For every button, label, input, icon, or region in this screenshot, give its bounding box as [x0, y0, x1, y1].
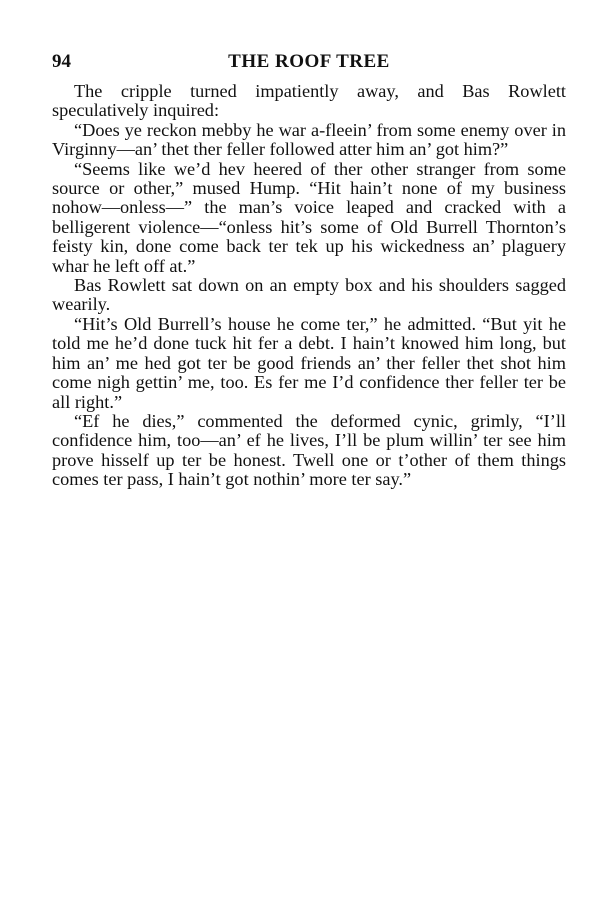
- page-number: 94: [52, 51, 71, 72]
- running-title: THE ROOF TREE: [228, 51, 390, 72]
- book-page: [52, 50, 566, 490]
- paragraph-6: “Ef he dies,” commented the deformed cynic, grimly, “I’ll confidence him, too—an’ ef he lives, I’ll be plum willin’ ter see him prove hisself up ter be honest. Twell one or t’other of them things comes ter pass, I hain’t got nothin’ more ter say.”: [52, 410, 566, 490]
- paragraph-3: “Seems like we’d hev heered of ther other stranger from some source or other,” mused Hump. “Hit hain’t none of my business nohow—onless—” the man’s voice leaped and cracked with a belligerent violence—“onless hit’s some of Old Burrell Thornton’s feisty kin, done come back ter tek up his wickedness an’ plaguery whar he left off at.”: [52, 158, 566, 276]
- paragraph-4: Bas Rowlett sat down on an empty box and his shoulders sagged wearily.: [52, 275, 566, 315]
- paragraph-5: “Hit’s Old Burrell’s house he come ter,” he admitted. “But yit he told me he’d done tuck hit fer a debt. I hain’t knowed him long, but him an’ me hed got ter be good friends an’ ther feller thet shot him come nigh gettin’ me, too. Es fer me I’d confidence ther feller ter be all right.”: [52, 313, 566, 412]
- paragraph-2: “Does ye reckon mebby he war a-fleein’ from some enemy over in Virginny—an’ thet ther feller followed atter him an’ got him?”: [52, 119, 566, 160]
- body-text: [52, 82, 566, 490]
- paragraph-1: The cripple turned impatiently away, and Bas Rowlett speculatively inquired:: [52, 81, 566, 121]
- running-head: [52, 50, 566, 74]
